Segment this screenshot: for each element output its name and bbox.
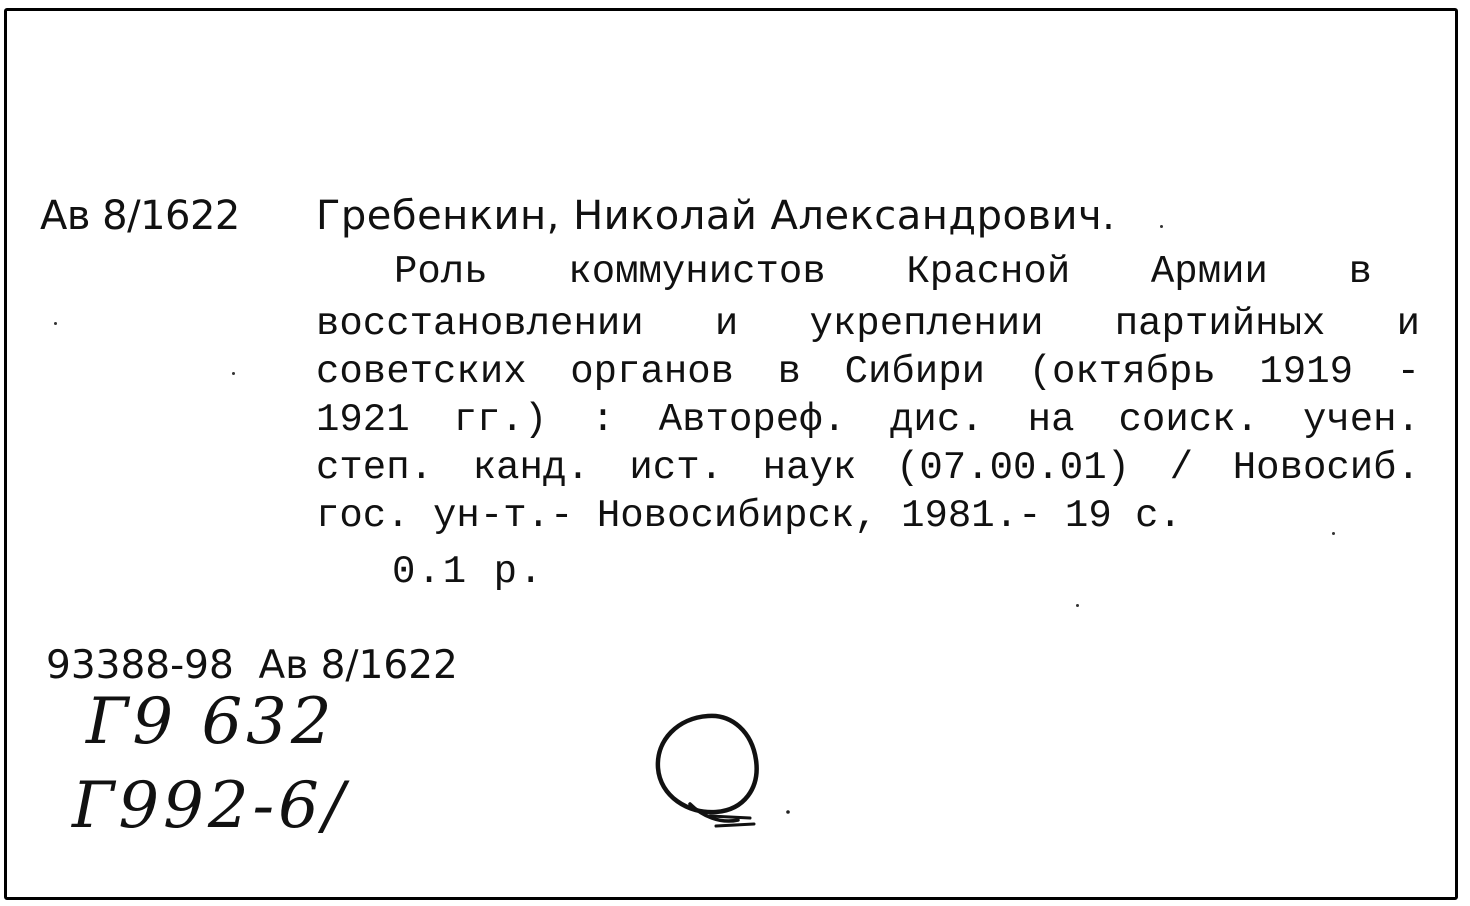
- handwritten-classmark-2: Г992-6/: [72, 769, 349, 843]
- author-heading: Гребенкин, Николай Александрович.: [316, 193, 1116, 239]
- title-line-5: степ. канд. ист. наук (07.00.01) / Новосиб.: [316, 446, 1420, 490]
- title-line-4: 1921 гг.) : Автореф. дис. на соиск. учен.: [316, 398, 1420, 442]
- speck: [1160, 225, 1163, 228]
- inventory-number: 93388-98 Ав 8/1622: [46, 643, 458, 688]
- speck: [1076, 604, 1079, 607]
- title-line-1: Роль коммунистов Красной Армии в: [394, 250, 1372, 294]
- price: 0.1 р.: [392, 550, 545, 594]
- speck: [232, 372, 235, 375]
- speck: [1332, 532, 1335, 535]
- title-line-6: гос. ун-т.- Новосибирск, 1981.- 19 с.: [316, 494, 1182, 538]
- title-line-3: советских органов в Сибири (октябрь 1919 -: [316, 350, 1420, 394]
- title-line-2: восстановлении и укреплении партийных и: [316, 302, 1420, 346]
- handwritten-classmark-1: Г9 632: [86, 685, 336, 759]
- speck: [54, 322, 57, 325]
- shelfmark: Ав 8/1622: [40, 193, 240, 239]
- library-stamp-mark: [650, 708, 800, 838]
